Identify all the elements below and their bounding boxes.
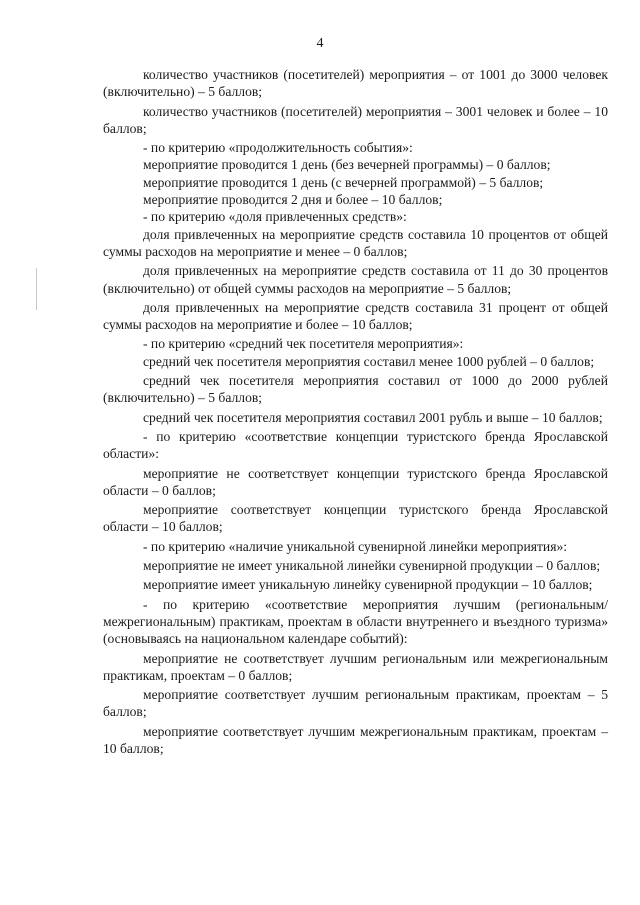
paragraph-practices-interregional: мероприятие соответствует лучшим межрегиональным практикам, проектам – 10 баллов;	[103, 723, 608, 756]
paragraph-check-1000-2000: средний чек посетителя мероприятия составил от 1000 до 2000 рублей (включительно) – 5 баллов;	[103, 373, 608, 406]
paragraph-souvenir-none: мероприятие не имеет уникальной линейки сувенирной продукции – 0 баллов;	[143, 558, 601, 574]
paragraph-duration-2-days: мероприятие проводится 2 дня и более – 10 баллов;	[143, 192, 443, 208]
paragraph-practices-regional: мероприятие соответствует лучшим региональным практикам, проектам – 5 баллов;	[103, 687, 608, 720]
criterion-souvenir-line: - по критерию «наличие уникальной сувенирной линейки мероприятия»:	[143, 538, 568, 554]
paragraph-funds-31-percent: доля привлеченных на мероприятие средств составила 31 процент от общей суммы расходов на мероприятие и более – 10 баллов;	[103, 299, 608, 333]
paragraph-duration-1-day-evening: мероприятие проводится 1 день (с вечерней программой) – 5 баллов;	[143, 174, 544, 190]
criterion-best-practices: - по критерию «соответствие мероприятия лучшим (региональным/межрегиональным) практикам, проектам в области внутреннего и въездного туризма» (основываясь на национальном календаре событий):	[103, 596, 608, 647]
criterion-brand-concept: - по критерию «соответствие концепции туристского бренда Ярославской области»:	[103, 428, 608, 462]
paragraph-funds-10-percent: доля привлеченных на мероприятие средств составила 10 процентов от общей суммы расходов на мероприятие и менее – 0 баллов;	[103, 226, 608, 259]
paragraph-brand-matching: мероприятие соответствует концепции туристского бренда Ярославской области – 10 баллов;	[103, 502, 608, 535]
criterion-attracted-funds: - по критерию «доля привлеченных средств»:	[143, 209, 407, 225]
paragraph-souvenir-unique: мероприятие имеет уникальную линейку сувенирной продукции – 10 баллов;	[143, 577, 593, 593]
paragraph-brand-not-matching: мероприятие не соответствует концепции туристского бренда Ярославской области – 0 баллов;	[103, 465, 608, 498]
paragraph-check-2001-plus: средний чек посетителя мероприятия составил 2001 рубль и выше – 10 баллов;	[143, 409, 603, 425]
paragraph-check-under-1000: средний чек посетителя мероприятия составил менее 1000 рублей – 0 баллов;	[143, 353, 595, 369]
paragraph-participants-1001-3000: количество участников (посетителей) мероприятия – от 1001 до 3000 человек (включительно) – 5 баллов;	[103, 67, 608, 100]
paragraph-participants-3001: количество участников (посетителей) мероприятия – 3001 человек и более – 10 баллов;	[103, 103, 608, 136]
page-number: 4	[316, 36, 324, 51]
document-body	[103, 66, 608, 759]
paragraph-practices-not-matching: мероприятие не соответствует лучшим региональным или межрегиональным практикам, проектам – 0 баллов;	[103, 650, 608, 683]
criterion-duration: - по критерию «продолжительность события»:	[143, 140, 413, 156]
criterion-average-check: - по критерию «средний чек посетителя мероприятия»:	[143, 336, 464, 352]
margin-scan-mark	[36, 268, 37, 310]
paragraph-funds-11-30-percent: доля привлеченных на мероприятие средств составила от 11 до 30 процентов (включительно) от общей суммы расходов на мероприятие – 5 баллов;	[103, 263, 608, 296]
paragraph-duration-1-day-no-evening: мероприятие проводится 1 день (без вечерней программы) – 0 баллов;	[143, 157, 551, 173]
